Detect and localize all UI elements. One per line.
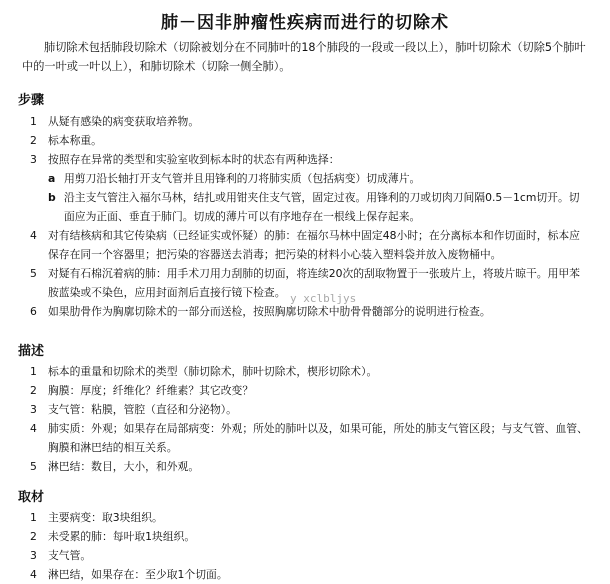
sub-item-tag: b <box>48 191 56 204</box>
item-text: 未受累的肺：每叶取1块组织。 <box>48 530 196 543</box>
sub-item-text: 沿主支气管注入福尔马林，结扎或用钳夹住支气管，固定过夜。用锋利的刀或切肉刀间隔0.5－1cm切开。切面应为正面、垂直于肺门。切成的薄片可以有序地存在一根线上保存起来。 <box>64 191 580 223</box>
watermark: y xclbljys <box>290 292 357 305</box>
list-item <box>30 565 590 584</box>
item-text: 按照存在异常的类型和实验室收到标本时的状态有两种选择： <box>48 153 340 166</box>
item-text: 标本的重量和切除术的类型（肺切除术，肺叶切除术，楔形切除术）。 <box>48 365 378 378</box>
item-number: 1 <box>30 115 37 128</box>
item-text: 对疑有石棉沉着病的肺：用手术刀用力刮肺的切面，将连续20次的刮取物置于一张玻片上，将玻片晾干。用甲苯胺蓝染或不染色，应用封面剂后直接行镜下检查。 <box>48 267 580 299</box>
item-text: 淋巴结，如果存在：至少取1个切面。 <box>48 568 228 581</box>
list-item <box>30 131 590 150</box>
item-number: 5 <box>30 460 37 473</box>
list-item <box>30 508 590 527</box>
list-item <box>30 457 590 476</box>
item-text: 从疑有感染的病变获取培养物。 <box>48 115 200 128</box>
section-heading-steps: 步骤 <box>18 93 45 108</box>
description-list <box>30 362 590 476</box>
list-item <box>30 150 590 226</box>
steps-list <box>30 112 590 321</box>
item-number: 2 <box>30 530 37 543</box>
item-number: 3 <box>30 403 37 416</box>
item-text: 胸膜：厚度；纤维化？纤维素？其它改变？ <box>48 384 254 397</box>
item-text: 对有结核病和其它传染病（已经证实或怀疑）的肺：在福尔马林中固定48小时；在分离标本和作切面时，标本应保存在同一个容器里；把污染的容器送去消毒；把污染的材料小心装入塑料袋并放入废物桶中。 <box>48 229 580 261</box>
sub-item-tag: a <box>48 172 56 185</box>
item-number: 4 <box>30 229 37 242</box>
item-text: 如果肋骨作为胸廓切除术的一部分而送检，按照胸廓切除术中肋骨骨髓部分的说明进行检查。 <box>48 305 491 318</box>
item-text: 主要病变：取3块组织。 <box>48 511 163 524</box>
item-number: 4 <box>30 568 37 581</box>
item-number: 1 <box>30 511 37 524</box>
list-item <box>30 226 590 264</box>
item-text: 支气管：粘膜，管腔（直径和分泌物）。 <box>48 403 237 416</box>
item-number: 2 <box>30 384 37 397</box>
item-text: 支气管。 <box>48 549 92 562</box>
sampling-list <box>30 508 590 584</box>
item-text: 淋巴结：数目，大小，和外观。 <box>48 460 200 473</box>
list-item <box>30 362 590 381</box>
sub-item-text: 用剪刀沿长轴打开支气管并且用锋利的刀将肺实质（包括病变）切成薄片。 <box>64 172 421 185</box>
item-number: 5 <box>30 267 37 280</box>
sub-item <box>48 169 590 188</box>
sub-item <box>48 188 590 226</box>
item-number: 1 <box>30 365 37 378</box>
item-text: 标本称重。 <box>48 134 102 147</box>
list-item <box>30 419 590 457</box>
list-item <box>30 527 590 546</box>
section-heading-sampling: 取材 <box>18 490 45 505</box>
document-title: 肺－因非肿瘤性疾病而进行的切除术 <box>161 13 449 33</box>
item-number: 6 <box>30 305 37 318</box>
list-item <box>30 112 590 131</box>
list-item <box>30 400 590 419</box>
item-number: 3 <box>30 153 37 166</box>
list-item <box>30 546 590 565</box>
item-number: 3 <box>30 549 37 562</box>
item-text: 肺实质：外观；如果存在局部病变：外观；所处的肺叶以及，如果可能，所处的肺支气管区段；与支气管、血管、胸膜和淋巴结的相互关系。 <box>48 422 588 454</box>
list-item <box>30 381 590 400</box>
intro-paragraph: 肺切除术包括肺段切除术（切除被划分在不同肺叶的18个肺段的一段或一段以上），肺叶切除术（切除5个肺叶中的一叶或一叶以上），和肺切除术（切除一侧全肺）。 <box>22 41 586 73</box>
section-heading-description: 描述 <box>18 344 45 359</box>
item-number: 4 <box>30 422 37 435</box>
item-number: 2 <box>30 134 37 147</box>
